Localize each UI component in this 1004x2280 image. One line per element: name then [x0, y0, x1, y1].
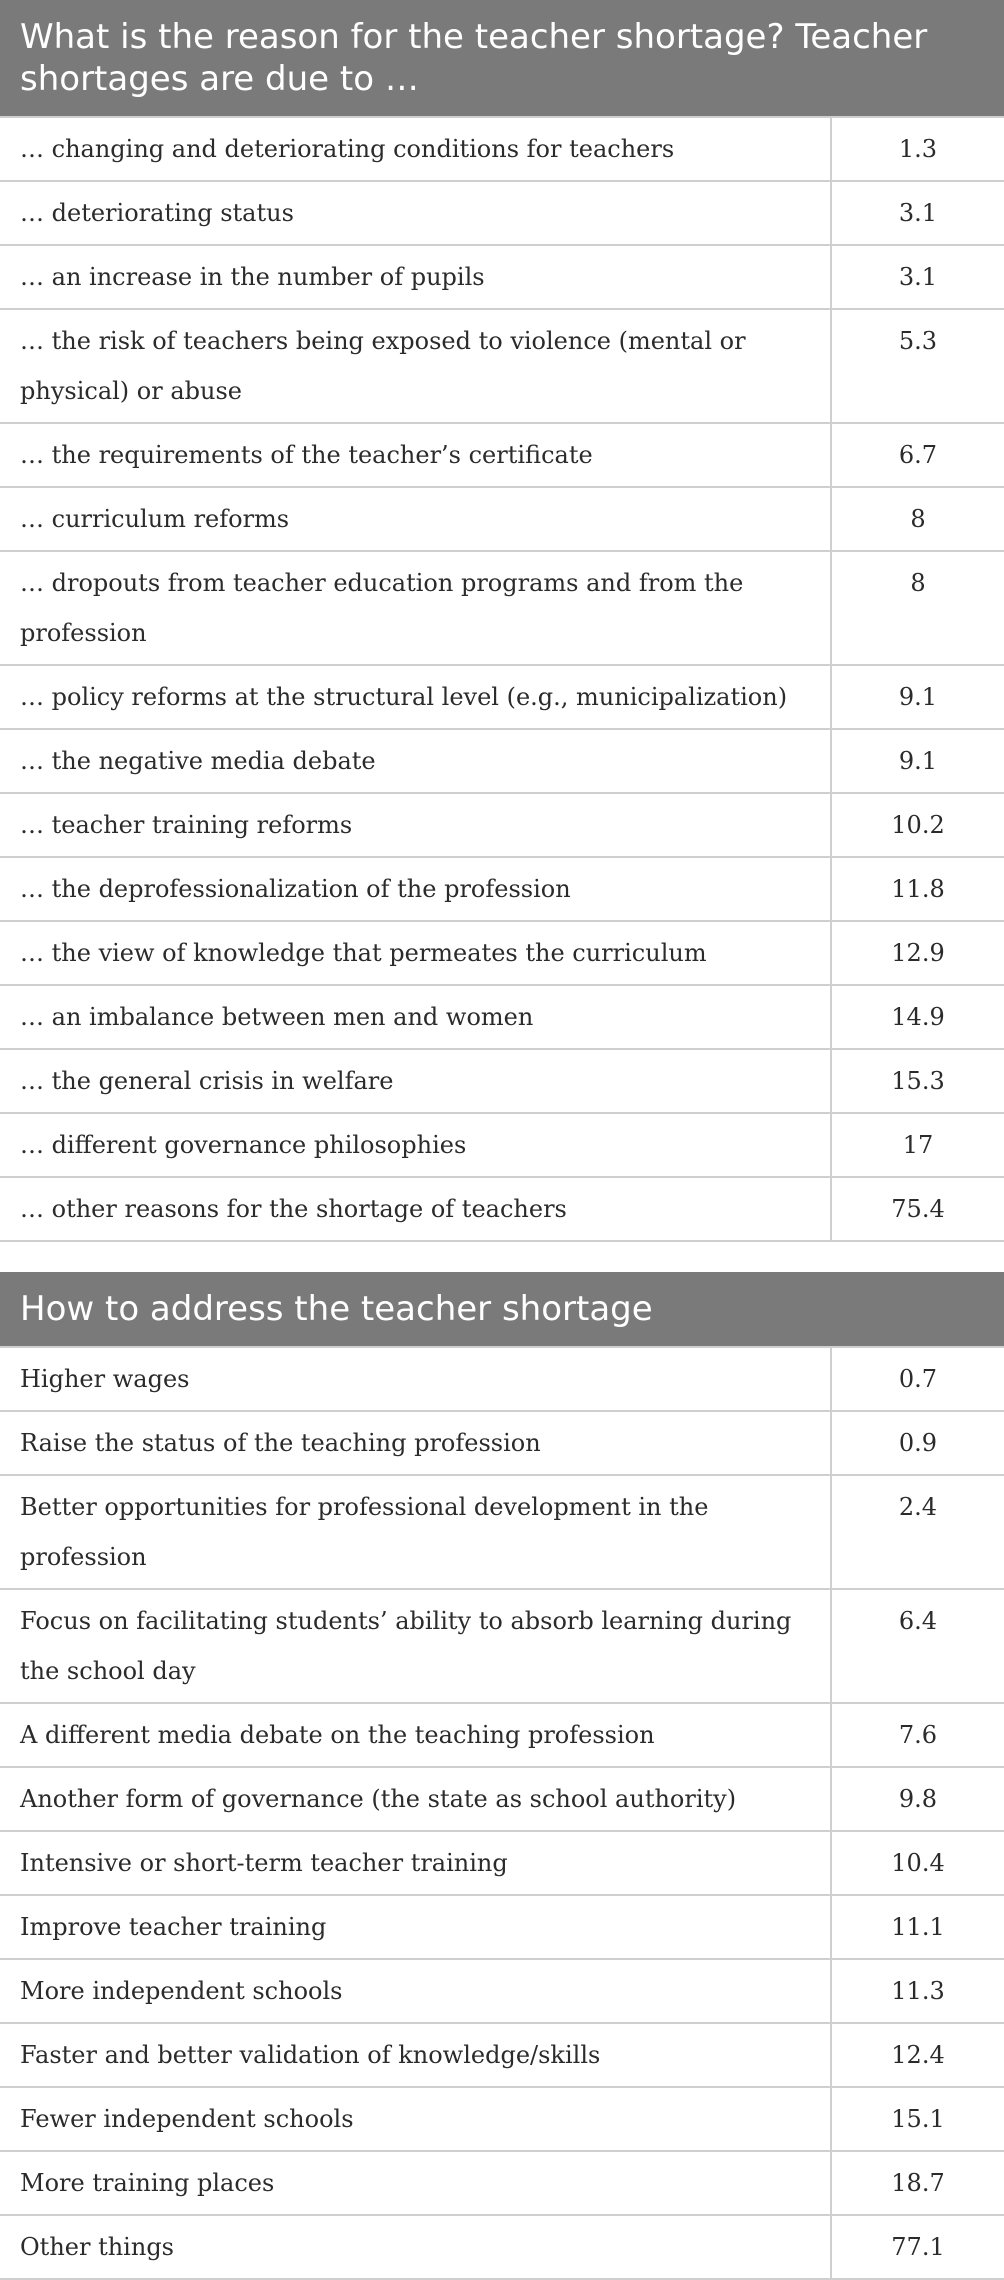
table-row	[0, 793, 1004, 857]
row-value: 77.1	[831, 2215, 1004, 2279]
table-row	[0, 921, 1004, 985]
row-label: Other things	[0, 2215, 831, 2279]
table-row	[0, 423, 1004, 487]
row-value: 3.1	[831, 245, 1004, 309]
row-value: 11.8	[831, 857, 1004, 921]
table-row	[0, 729, 1004, 793]
row-value: 75.4	[831, 1177, 1004, 1241]
row-label: … an increase in the number of pupils	[0, 245, 831, 309]
row-label: … dropouts from teacher education programs and from the profession	[0, 551, 831, 665]
row-label: Focus on facilitating students’ ability to absorb learning during the school day	[0, 1589, 831, 1703]
table-row	[0, 985, 1004, 1049]
row-label: … the requirements of the teacher’s certificate	[0, 423, 831, 487]
row-label: … other reasons for the shortage of teachers	[0, 1177, 831, 1241]
solutions-table	[0, 1272, 1004, 2280]
table-row	[0, 1177, 1004, 1241]
row-value: 9.1	[831, 729, 1004, 793]
row-label: Better opportunities for professional development in the profession	[0, 1475, 831, 1589]
row-value: 3.1	[831, 181, 1004, 245]
row-value: 0.7	[831, 1347, 1004, 1411]
table-row	[0, 1767, 1004, 1831]
row-value: 9.1	[831, 665, 1004, 729]
row-value: 15.1	[831, 2087, 1004, 2151]
row-value: 5.3	[831, 309, 1004, 423]
table-row	[0, 857, 1004, 921]
row-label: … the negative media debate	[0, 729, 831, 793]
table-gap	[0, 1242, 1004, 1272]
table-row	[0, 1475, 1004, 1589]
row-label: … the general crisis in welfare	[0, 1049, 831, 1113]
row-value: 2.4	[831, 1475, 1004, 1589]
reasons-body	[0, 117, 1004, 1241]
row-value: 11.1	[831, 1895, 1004, 1959]
table-row	[0, 1959, 1004, 2023]
row-label: More independent schools	[0, 1959, 831, 2023]
row-value: 14.9	[831, 985, 1004, 1049]
row-label: … the deprofessionalization of the profession	[0, 857, 831, 921]
row-label: … different governance philosophies	[0, 1113, 831, 1177]
solutions-header-row	[0, 1272, 1004, 1347]
table-row	[0, 245, 1004, 309]
table-row	[0, 2215, 1004, 2279]
row-value: 17	[831, 1113, 1004, 1177]
table-row	[0, 181, 1004, 245]
row-value: 18.7	[831, 2151, 1004, 2215]
reasons-header-row	[0, 0, 1004, 117]
row-label: More training places	[0, 2151, 831, 2215]
row-label: … curriculum reforms	[0, 487, 831, 551]
table-row	[0, 1113, 1004, 1177]
row-value: 10.2	[831, 793, 1004, 857]
reasons-header: What is the reason for the teacher shortage? Teacher shortages are due to …	[0, 0, 1004, 117]
row-value: 1.3	[831, 117, 1004, 181]
row-label: Higher wages	[0, 1347, 831, 1411]
row-label: … the view of knowledge that permeates the curriculum	[0, 921, 831, 985]
table-row	[0, 1411, 1004, 1475]
table-row	[0, 1589, 1004, 1703]
row-label: Faster and better validation of knowledge/skills	[0, 2023, 831, 2087]
table-row	[0, 1347, 1004, 1411]
table-row	[0, 117, 1004, 181]
table-row	[0, 1895, 1004, 1959]
row-label: Intensive or short-term teacher training	[0, 1831, 831, 1895]
row-value: 0.9	[831, 1411, 1004, 1475]
row-label: … teacher training reforms	[0, 793, 831, 857]
row-label: Raise the status of the teaching profession	[0, 1411, 831, 1475]
row-value: 7.6	[831, 1703, 1004, 1767]
row-value: 15.3	[831, 1049, 1004, 1113]
row-value: 10.4	[831, 1831, 1004, 1895]
row-label: … the risk of teachers being exposed to violence (mental or physical) or abuse	[0, 309, 831, 423]
table-row	[0, 2023, 1004, 2087]
row-value: 8	[831, 487, 1004, 551]
row-label: Fewer independent schools	[0, 2087, 831, 2151]
table-row	[0, 665, 1004, 729]
row-value: 11.3	[831, 1959, 1004, 2023]
row-label: … deteriorating status	[0, 181, 831, 245]
row-value: 9.8	[831, 1767, 1004, 1831]
row-value: 12.9	[831, 921, 1004, 985]
row-label: Improve teacher training	[0, 1895, 831, 1959]
table-row	[0, 1831, 1004, 1895]
table-row	[0, 309, 1004, 423]
row-value: 6.4	[831, 1589, 1004, 1703]
row-label: … changing and deteriorating conditions for teachers	[0, 117, 831, 181]
row-value: 8	[831, 551, 1004, 665]
row-label: Another form of governance (the state as school authority)	[0, 1767, 831, 1831]
table-row	[0, 487, 1004, 551]
table-row	[0, 2087, 1004, 2151]
row-label: A different media debate on the teaching profession	[0, 1703, 831, 1767]
row-value: 6.7	[831, 423, 1004, 487]
table-row	[0, 551, 1004, 665]
solutions-body	[0, 1347, 1004, 2279]
row-label: … an imbalance between men and women	[0, 985, 831, 1049]
table-row	[0, 1703, 1004, 1767]
row-value: 12.4	[831, 2023, 1004, 2087]
row-label: … policy reforms at the structural level (e.g., municipalization)	[0, 665, 831, 729]
table-row	[0, 1049, 1004, 1113]
solutions-header: How to address the teacher shortage	[0, 1272, 1004, 1347]
